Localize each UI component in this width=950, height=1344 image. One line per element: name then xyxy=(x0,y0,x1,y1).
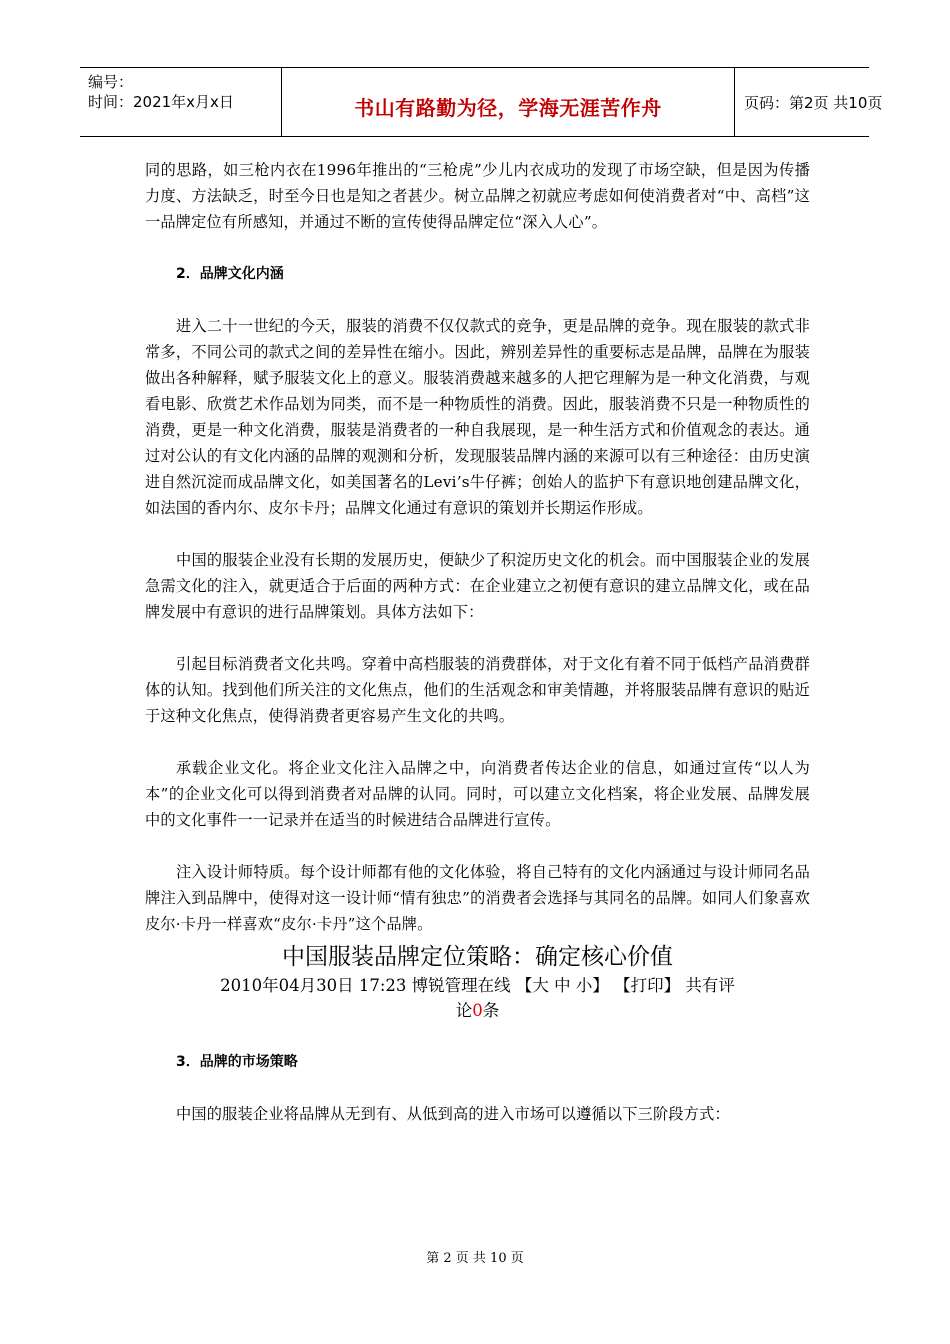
header-right-cell xyxy=(735,68,883,136)
meta-line-2-suffix: 条 xyxy=(482,1001,500,1020)
paragraph-enterprise-culture: 承载企业文化。将企业文化注入品牌之中，向消费者传达企业的信息，如通过宣传“以人为本”的企业文化可以得到消费者对品牌的认同。同时，可以建立文化档案，将企业发展、品牌发展中的文化事件一一记录并在适当的时候进结合品牌进行宣传。 xyxy=(145,759,810,829)
section-heading-3: 3．品牌的市场策略 xyxy=(176,1054,298,1070)
comment-count[interactable]: 0 xyxy=(472,1001,483,1020)
page-footer: 第 2 页 共 10 页 xyxy=(426,1251,524,1266)
paragraph-market-strategy: 中国的服装企业将品牌从无到有、从低到高的进入市场可以遵循以下三阶段方式： xyxy=(176,1105,730,1123)
article-meta xyxy=(145,973,810,1023)
motto: 书山有路勤为径，学海无涯苦作舟 xyxy=(354,96,662,120)
paragraph-continued: 同的思路，如三枪内衣在1996年推出的“三枪虎”少儿内衣成功的发现了市场空缺，但是因为传播力度、方法缺乏，时至今日也是知之者甚少。树立品牌之初就应考虑如何使消费者对“中、高档”这一品牌定位有所感知，并通过不断的宣传使得品牌定位“深入人心”。 xyxy=(145,161,810,231)
paragraph-resonance: 引起目标消费者文化共鸣。穿着中高档服装的消费群体，对于文化有着不同于低档产品消费群体的认知。找到他们所关注的文化焦点，他们的生活观念和审美情趣，并将服装品牌有意识的贴近于这种文化焦点，使得消费者更容易产生文化的共鸣。 xyxy=(145,655,810,725)
header-middle-cell xyxy=(282,68,735,136)
paragraph-chinese-enterprises: 中国的服装企业没有长期的发展历史，便缺少了积淀历史文化的机会。而中国服装企业的发展急需文化的注入，就更适合于后面的两种方式：在企业建立之初便有意识的建立品牌文化，或在品牌发展中有意识的进行品牌策划。具体方法如下： xyxy=(145,551,810,621)
number-label: 编号： xyxy=(88,73,134,91)
header-left-cell xyxy=(80,68,282,136)
paragraph-designer: 注入设计师特质。每个设计师都有他的文化体验，将自己特有的文化内涵通过与设计师同名品牌注入到品牌中，使得对这一设计师“情有独忠”的消费者会选择与其同名的品牌。如同人们象喜欢皮尔·卡丹一样喜欢“皮尔·卡丹”这个品牌。 xyxy=(145,863,810,933)
document-body xyxy=(145,157,810,1127)
meta-line-1: 2010年04月30日 17:23 博锐管理在线 【大 中 小】 【打印】 共有评 xyxy=(220,976,735,995)
time-label: 时间：2021年x月x日 xyxy=(88,93,234,111)
meta-line-2-prefix: 论 xyxy=(455,1001,473,1020)
paragraph-brand-culture: 进入二十一世纪的今天，服装的消费不仅仅款式的竞争，更是品牌的竞争。现在服装的款式非常多，不同公司的款式之间的差异性在缩小。因此，辨别差异性的重要标志是品牌，品牌在为服装做出各种解释，赋予服装文化上的意义。服装消费越来越多的人把它理解为是一种文化消费，与观看电影、欣赏艺术作品划为同类，而不是一种物质性的消费。因此，服装消费不只是一种物质性的消费，更是一种文化消费，服装是消费者的一种自我展现，是一种生活方式和价值观念的表达。通过对公认的有文化内涵的品牌的观测和分析，发现服装品牌内涵的来源可以有三种途径：由历史演进自然沉淀而成品牌文化，如美国著名的Levi’s牛仔裤；创始人的监护下有意识地创建品牌文化，如法国的香内尔、皮尔卡丹；品牌文化通过有意识的策划并长期运作形成。 xyxy=(145,317,810,517)
document-header xyxy=(80,67,883,137)
page-label: 页码：第2页 共10页 xyxy=(744,94,883,112)
section-heading-2: 2．品牌文化内涵 xyxy=(176,266,284,282)
article-title: 中国服装品牌定位策略：确定核心价值 xyxy=(282,944,673,970)
